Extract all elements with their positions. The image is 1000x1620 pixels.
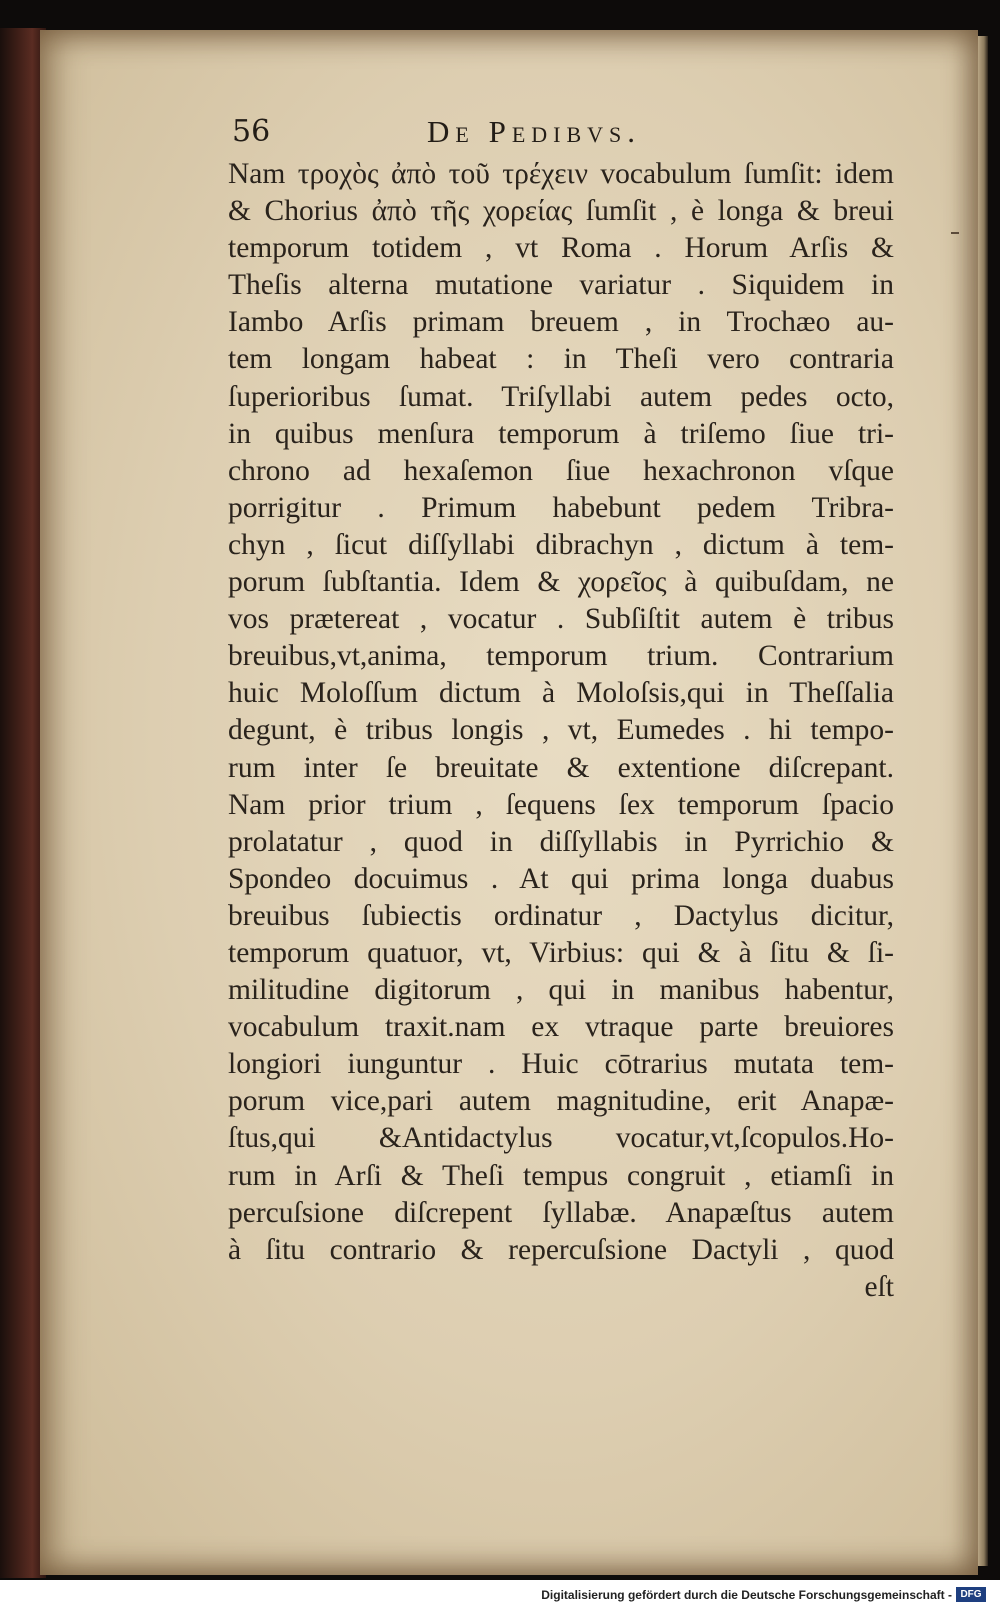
text-line: breuibus,vt,anima, temporum trium. Contrarium [228,640,894,673]
text-line: vos prætereat , vocatur . Subſiſtit autem è tribus [228,603,894,636]
text-line: porrigitur . Primum habebunt pedem Tribra- [228,491,894,524]
margin-mark [951,232,959,234]
text-line: vocabulum traxit.nam ex vtraque parte breuiores [228,1011,894,1044]
text-line: porum vice,pari autem magnitudine, erit Anapæ- [228,1085,894,1118]
text-line: & Chorius ἀπὸ τῆς χορείας ſumſit , è longa & breui [228,195,894,228]
text-line: Nam prior trium , ſequens ſex temporum ſpacio [228,788,894,821]
body-text [228,156,894,1306]
text-line: huic Moloſſum dictum à Moloſsis,qui in Theſſalia [228,677,894,710]
running-head: De Pedibvs. [427,114,642,149]
catchword: eſt [864,1270,894,1303]
text-line: chrono ad hexaſemon ſiue hexachronon vſque [228,454,894,487]
text-line: temporum totidem , vt Roma . Horum Arſis & [228,232,894,265]
page-header [232,114,932,158]
text-line: porum ſubſtantia. Idem & χορεῖος à quibuſdam, ne [228,566,894,599]
text-line: chyn , ſicut diſſyllabi dibrachyn , dictum à tem- [228,528,894,561]
text-line: ſuperioribus ſumat. Triſyllabi autem pedes octo, [228,380,894,413]
text-line: temporum quatuor, vt, Virbius: qui & à ſitu & ſi- [228,936,894,969]
text-line: Nam τροχὸς ἀπὸ τοῦ τρέχειν vocabulum ſumſit: idem [228,158,894,190]
text-line: Spondeo docuimus . At qui prima longa duabus [228,862,894,895]
text-line: tem longam habeat : in Theſi vero contraria [228,343,894,376]
page-edge [978,36,988,1566]
page-number: 56 [232,114,271,149]
text-line: in quibus menſura temporum à triſemo ſiue tri- [228,417,894,450]
text-line: Theſis alterna mutatione variatur . Siquidem in [228,269,894,302]
text-line: Iambo Arſis primam breuem , in Trochæo au- [228,306,894,339]
text-line: breuibus ſubiectis ordinatur , Dactylus dicitur, [228,899,894,932]
footer-bar [0,1580,1000,1620]
text-line: militudine digitorum , qui in manibus habentur, [228,974,894,1007]
text-line: prolatatur , quod in diſſyllabis in Pyrrichio & [228,825,894,858]
text-line: longiori iunguntur . Huic cōtrarius mutata tem- [228,1048,894,1081]
text-line: à ſitu contrario & repercuſsione Dactyli , quod [228,1233,894,1266]
text-line: ſtus,qui &Antidactylus vocatur,vt,ſcopulos.Ho- [228,1122,894,1155]
digitization-credit: Digitalisierung gefördert durch die Deutsche Forschungsgemeinschaft - [541,1588,952,1602]
text-line: percuſsione diſcrepent ſyllabæ. Anapæſtus autem [228,1196,894,1229]
dfg-logo-icon: DFG [956,1587,986,1602]
text-line: degunt, è tribus longis , vt, Eumedes . hi tempo- [228,714,894,747]
text-line: rum in Arſi & Theſi tempus congruit , etiamſi in [228,1159,894,1192]
text-line: rum inter ſe breuitate & extentione diſcrepant. [228,751,894,784]
